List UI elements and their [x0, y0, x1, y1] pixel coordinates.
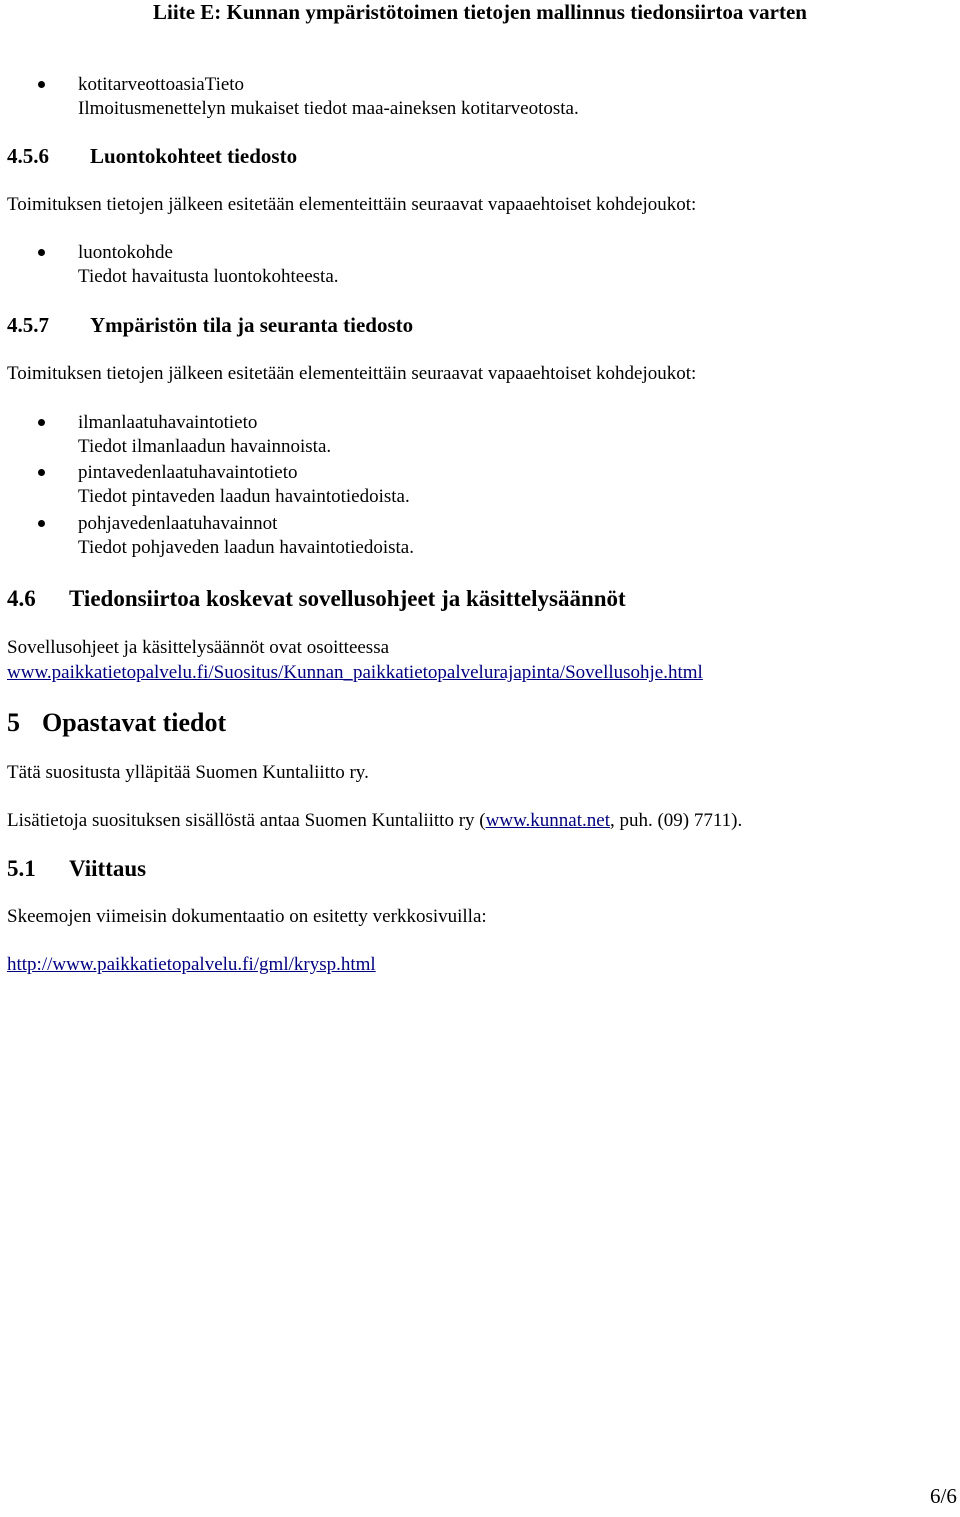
section-intro-text: Toimituksen tietojen jälkeen esitetään elementeittäin seuraavat vapaaehtoiset kohdejoukot:: [7, 363, 697, 384]
section-title: Opastavat tiedot: [42, 708, 227, 737]
bullet-icon: [38, 249, 45, 256]
list-item-term: kotitarveottoasiaTieto: [78, 74, 245, 95]
list-item-description: Ilmoitusmenettelyn mukaiset tiedot maa-aineksen kotitarveotosta.: [78, 98, 579, 119]
kunnat-link[interactable]: www.kunnat.net: [485, 810, 610, 831]
section-text: Sovellusohjeet ja käsittelysäännöt ovat osoitteessa: [7, 637, 390, 658]
bullet-icon: [38, 469, 45, 476]
section-heading-4-5-7: [7, 312, 413, 338]
section-title: Viittaus: [69, 856, 147, 881]
section-number: 4.5.7: [7, 313, 49, 337]
section-heading-4-5-6: [7, 143, 297, 169]
section-number: 4.5.6: [7, 144, 49, 168]
list-item-term: pintavedenlaatuhavaintotieto: [78, 462, 298, 483]
list-item-term: pohjavedenlaatuhavainnot: [78, 513, 278, 534]
contact-text: [7, 809, 742, 833]
section-number: 4.6: [7, 586, 36, 611]
bullet-icon: [38, 520, 45, 527]
list-item-description: Tiedot pohjaveden laadun havaintotiedoista.: [78, 537, 414, 558]
section-heading-5-1: [7, 855, 146, 883]
page-number: 6/6: [930, 1484, 957, 1508]
section-title: Luontokohteet tiedosto: [90, 144, 298, 168]
list-item-description: Tiedot pintaveden laadun havaintotiedoista.: [78, 486, 410, 507]
bullet-icon: [38, 81, 45, 88]
list-item-term: luontokohde: [78, 242, 173, 263]
section-title: Ympäristön tila ja seuranta tiedosto: [90, 313, 414, 337]
section-text: Skeemojen viimeisin dokumentaatio on esitetty verkkosivuilla:: [7, 906, 487, 927]
section-text: Tätä suositusta ylläpitää Suomen Kuntaliitto ry.: [7, 762, 369, 783]
section-number: 5: [7, 708, 20, 737]
section-heading-4-6: [7, 585, 626, 613]
section-title: Tiedonsiirtoa koskevat sovellusohjeet ja käsittelysäännöt: [69, 586, 626, 611]
section-number: 5.1: [7, 856, 36, 881]
contact-text-before: Lisätietoja suosituksen sisällöstä antaa Suomen Kuntaliitto ry (: [7, 810, 486, 831]
section-heading-5: [7, 708, 226, 738]
list-item-description: Tiedot havaitusta luontokohteesta.: [78, 266, 339, 287]
list-item-description: Tiedot ilmanlaadun havainnoista.: [78, 436, 332, 457]
krysp-link[interactable]: http://www.paikkatietopalvelu.fi/gml/krysp.html: [7, 954, 376, 975]
bullet-icon: [38, 419, 45, 426]
list-item-term: ilmanlaatuhavaintotieto: [78, 412, 258, 433]
document-header-title: Liite E: Kunnan ympäristötoimen tietojen mallinnus tiedonsiirtoa varten: [153, 0, 807, 24]
sovellusohje-link[interactable]: www.paikkatietopalvelu.fi/Suositus/Kunnan_paikkatietopalvelurajapinta/Sovellusohje.html: [7, 662, 703, 683]
contact-text-after: , puh. (09) 7711).: [609, 810, 743, 831]
section-intro-text: Toimituksen tietojen jälkeen esitetään elementeittäin seuraavat vapaaehtoiset kohdejoukot:: [7, 194, 697, 215]
